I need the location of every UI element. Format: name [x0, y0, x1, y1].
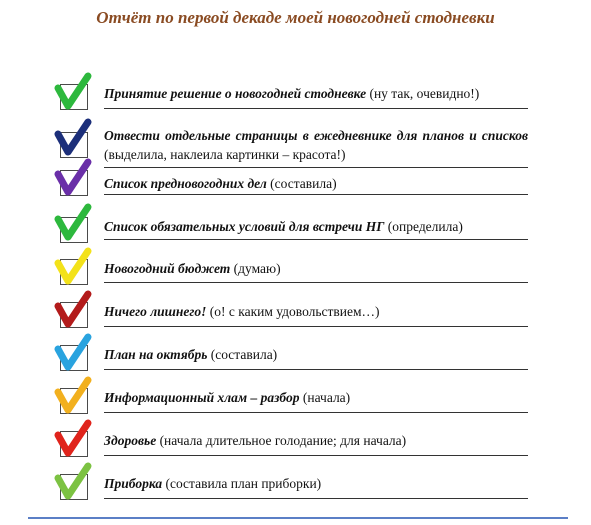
item-underline [104, 282, 528, 283]
item-underline [104, 108, 528, 109]
checkbox[interactable] [58, 464, 98, 504]
item-underline [104, 498, 528, 499]
item-text: План на октябрь (составила) [104, 347, 278, 362]
checkbox[interactable] [58, 74, 98, 114]
checkmark-icon [52, 419, 94, 463]
item-text: Список обязательных условий для встречи НГ (определила) [104, 219, 463, 234]
checklist-item [58, 333, 528, 373]
checkmark-icon [52, 118, 94, 162]
item-text: Принятие решение о новогодней стодневке (ну так, очевидно!) [104, 86, 480, 101]
checkbox[interactable] [58, 249, 98, 289]
checkbox[interactable] [58, 421, 98, 461]
checkmark-icon [52, 72, 94, 116]
page-title: Отчёт по первой декаде моей новогодней стодневки [96, 8, 495, 27]
checkmark-icon [52, 376, 94, 420]
checkbox[interactable] [58, 205, 98, 245]
checkmark-icon [52, 290, 94, 334]
item-underline [104, 369, 528, 370]
checkmark-icon [52, 203, 94, 247]
item-underline [104, 239, 528, 240]
checkbox[interactable] [58, 378, 98, 418]
checkmark-icon [52, 333, 94, 377]
item-text: Ничего лишнего! (о! с каким удовольствием…) [104, 304, 380, 319]
item-text: Новогодний бюджет (думаю) [104, 261, 281, 276]
checkbox[interactable] [58, 335, 98, 375]
checklist-item [58, 160, 528, 198]
item-text: Приборка (составила план приборки) [104, 476, 322, 491]
checklist-item [58, 70, 528, 112]
checklist-item [58, 419, 528, 459]
checklist-item [58, 247, 528, 287]
checkbox[interactable] [58, 118, 98, 158]
checkbox[interactable] [58, 160, 98, 200]
checklist-item [58, 290, 528, 330]
item-underline [104, 455, 528, 456]
checkmark-icon [52, 247, 94, 291]
item-text: Отвести отдельные страницы в ежедневнике для планов и списков (выделила, наклеила картинки – красота!) [104, 128, 528, 162]
item-underline [104, 194, 528, 195]
checkmark-icon [52, 158, 94, 202]
item-underline [104, 326, 528, 327]
checklist-item [58, 462, 528, 502]
item-text: Здоровье (начала длительное голодание; для начала) [104, 433, 407, 448]
checklist-item [58, 118, 528, 166]
checkmark-icon [52, 462, 94, 506]
item-underline [104, 412, 528, 413]
item-text: Список предновогодних дел (составила) [104, 176, 337, 191]
checklist-item [58, 376, 528, 416]
checklist-item [58, 203, 528, 243]
page-border-line [28, 517, 568, 519]
item-text: Информационный хлам – разбор (начала) [104, 390, 351, 405]
checkbox[interactable] [58, 292, 98, 332]
